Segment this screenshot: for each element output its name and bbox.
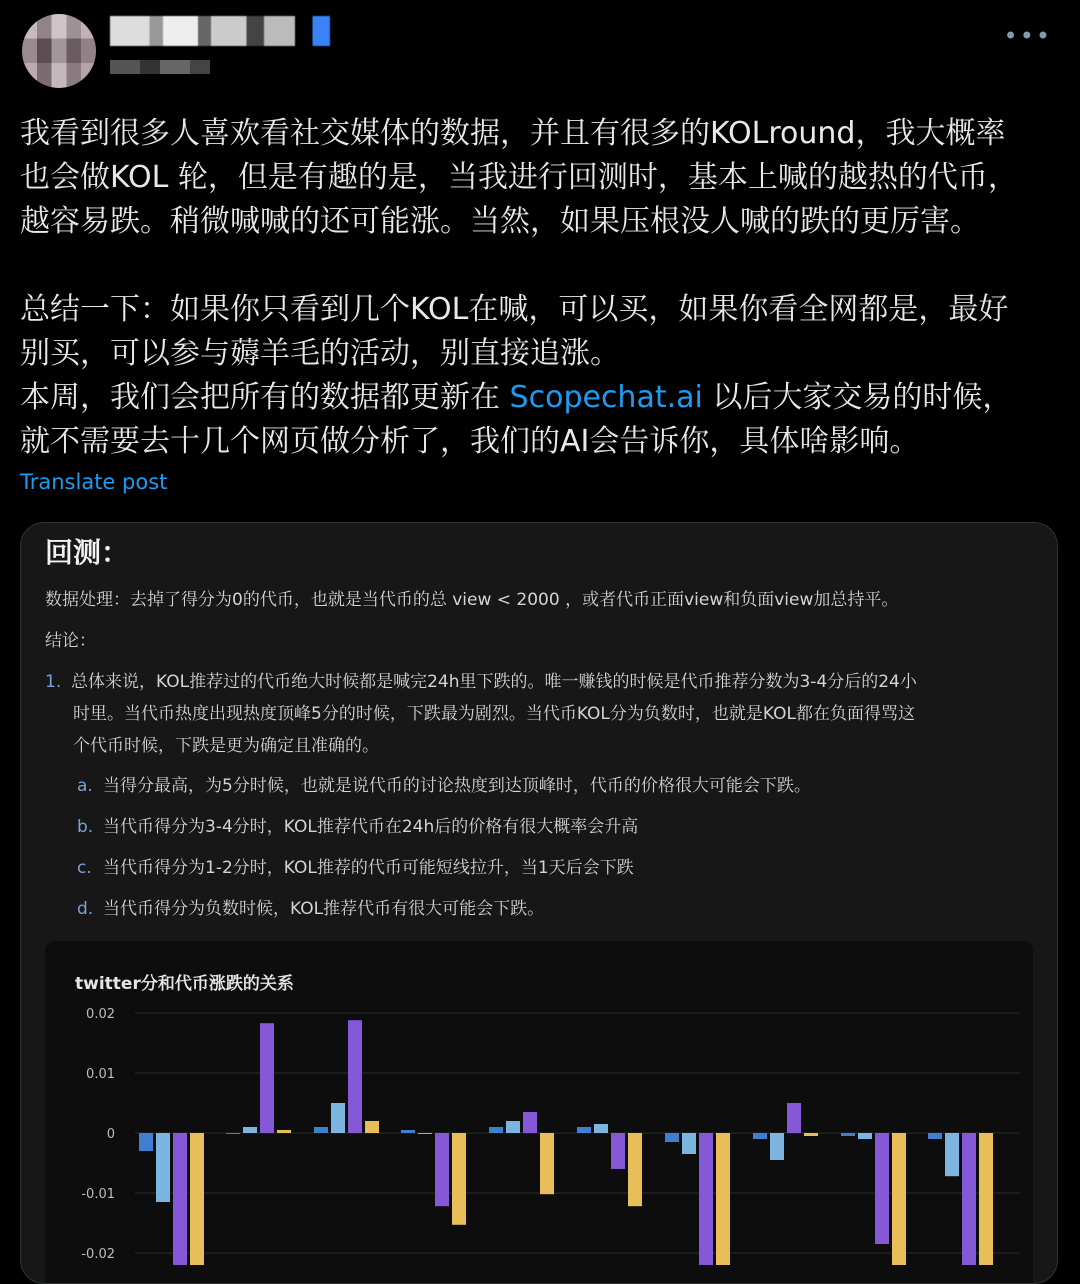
sub-list-text: 当代币得分为1-2分时，KOL推荐的代币可能短线拉升，当1天后会下跌: [103, 858, 634, 878]
chart-bar: [418, 1133, 432, 1134]
sub-list-item: [77, 853, 634, 878]
post-text: [20, 112, 1060, 464]
chart-bar: [156, 1133, 170, 1202]
chart-bar: [699, 1133, 713, 1265]
y-tick-label: 0: [106, 1127, 115, 1142]
sub-list-mark: c.: [77, 858, 92, 878]
more-options-icon[interactable]: •••: [1003, 22, 1052, 50]
chart-bar: [787, 1103, 801, 1133]
chart-bar: [523, 1112, 537, 1133]
chart-bar: [753, 1133, 767, 1139]
chart-bar: [628, 1133, 642, 1206]
y-tick-label: -0.01: [81, 1187, 115, 1202]
y-tick-label: 0.02: [86, 1007, 115, 1022]
chart-bar: [435, 1133, 449, 1206]
chart-bar: [365, 1121, 379, 1133]
chart-bar: [875, 1133, 889, 1244]
chart-bar: [770, 1133, 784, 1160]
chart-bar: [841, 1133, 855, 1136]
chart-bar: [945, 1133, 959, 1176]
sub-list-mark: b.: [77, 817, 94, 837]
chart-bar: [594, 1124, 608, 1133]
card-title: 回测：: [45, 536, 130, 569]
post-line: 总结一下：如果你只看到几个KOL在喊，可以买，如果你看全网都是，最好: [20, 292, 1009, 327]
chart-bar: [858, 1133, 872, 1139]
bar-chart: [45, 941, 1033, 1284]
chart-bar: [452, 1133, 466, 1225]
chart-title: twitter分和代币涨跌的关系: [75, 974, 294, 994]
chart-bar: [190, 1133, 204, 1265]
conclusion-label: 结论：: [45, 631, 96, 651]
chart-bar: [139, 1133, 153, 1151]
chart-bar: [962, 1133, 976, 1265]
post-line: 别买，可以参与薅羊毛的活动，别直接追涨。: [20, 336, 620, 371]
chart-bar: [506, 1121, 520, 1133]
chart-bar: [260, 1023, 274, 1133]
chart-bar: [173, 1133, 187, 1265]
chart-bar: [892, 1133, 906, 1265]
processing-note: 数据处理：去掉了得分为0的代币，也就是当代币的总 view < 2000 ，或者代币正面view和负面view加总持平。: [45, 590, 899, 610]
chart-bar: [979, 1133, 993, 1265]
avatar[interactable]: [22, 14, 96, 88]
sub-list-mark: a.: [77, 776, 93, 796]
chart-bar: [348, 1020, 362, 1133]
chart-bar: [540, 1133, 554, 1194]
chart-panel: [45, 941, 1033, 1284]
post-line: 也会做KOL 轮，但是有趣的是，当我进行回测时，基本上喊的越热的代币，: [20, 160, 1018, 195]
post-line: 我看到很多人喜欢看社交媒体的数据，并且有很多的KOLround，我大概率: [20, 116, 1006, 151]
chart-bar: [331, 1103, 345, 1133]
post-line: 越容易跌。稍微喊喊的还可能涨。当然，如果压根没人喊的跌的更厉害。: [20, 204, 980, 239]
chart-bar: [716, 1133, 730, 1265]
sub-list-item: [77, 771, 811, 796]
chart-bar: [401, 1130, 415, 1133]
chart-bar: [928, 1133, 942, 1139]
list-item: [45, 667, 917, 692]
list-text-continued: 个代币时候，下跌是更为确定且准确的。: [73, 736, 379, 756]
post-line: [20, 376, 1060, 420]
chart-bar: [682, 1133, 696, 1154]
handle-blurred: [110, 60, 210, 74]
chart-bar: [226, 1133, 240, 1134]
sub-list-text: 当代币得分为3-4分时，KOL推荐代币在24h后的价格有很大概率会升高: [103, 817, 639, 837]
chart-bar: [611, 1133, 625, 1169]
display-name-blurred[interactable]: [110, 16, 330, 46]
chart-bar: [665, 1133, 679, 1142]
chart-bar: [489, 1127, 503, 1133]
sub-list-item: [77, 812, 638, 837]
sub-list-text: 当得分最高，为5分时候，也就是说代币的讨论热度到达顶峰时，代币的价格很大可能会下跌。: [103, 776, 811, 796]
sub-list-item: [77, 894, 544, 919]
translate-post-link[interactable]: Translate post: [20, 470, 168, 494]
post-text-fragment: 以后大家交易的时候，: [702, 380, 1013, 415]
sub-list-mark: d.: [77, 899, 94, 919]
post-text-fragment: 本周，我们会把所有的数据都更新在: [20, 380, 510, 415]
chart-bar: [804, 1133, 818, 1136]
list-number: 1.: [45, 672, 62, 692]
y-tick-label: 0.01: [86, 1067, 115, 1082]
list-text: 总体来说，KOL推荐过的代币绝大时候都是喊完24h里下跌的。唯一赚钱的时候是代币推荐分数为3-4分后的24小: [71, 672, 917, 692]
chart-bar: [243, 1127, 257, 1133]
chart-bar: [314, 1127, 328, 1133]
post-line: 就不需要去十几个网页做分析了，我们的AI会告诉你，具体啥影响。: [20, 424, 920, 459]
chart-bar: [577, 1127, 591, 1133]
chart-bar: [277, 1130, 291, 1133]
attached-image-card[interactable]: [20, 522, 1058, 1284]
sub-list-text: 当代币得分为负数时候，KOL推荐代币有很大可能会下跌。: [103, 899, 545, 919]
scopechat-link[interactable]: Scopechat.ai: [509, 380, 703, 415]
list-text-continued: 时里。当代币热度出现热度顶峰5分的时候，下跌最为剧烈。当代币KOL分为负数时，也就是KOL都在负面得骂这: [73, 704, 915, 724]
y-tick-label: -0.02: [81, 1247, 115, 1262]
